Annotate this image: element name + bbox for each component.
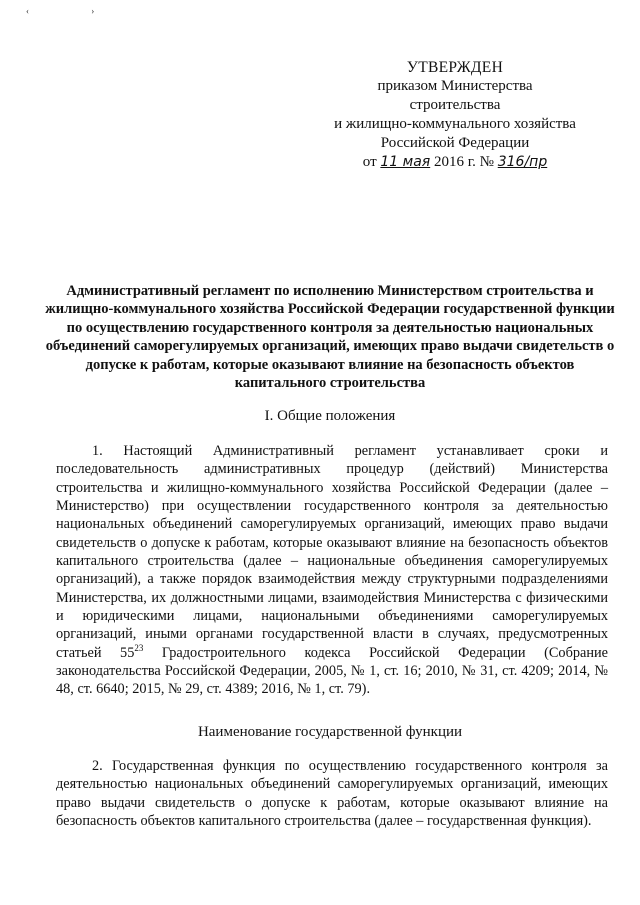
approval-line-construction: строительства [409, 97, 501, 113]
approval-date-line [300, 153, 610, 172]
document-title: Административный регламент по исполнению Министерством строительства и жилищно-коммунального хозяйства Российской Федерации государственной функции по осуществлению государственного контроля за деятельностью национальных объединений саморегулируемых организаций, имеющих право выдачи свидетельств о допуске к работам, которые оказывают влияние на безопасность объектов капитального строительства [45, 283, 615, 392]
approval-line-housing: и жилищно-коммунального хозяйства [334, 116, 576, 132]
section-heading-function-name: Наименование государственной функции [197, 724, 463, 740]
approval-line-ministry: приказом Министерства [377, 78, 533, 94]
date-year: 2016 г. № [433, 154, 494, 170]
paragraph-2: 2. Государственная функция по осуществлению государственного контроля за деятельностью национальных объединений саморегулируемых организаций, имеющих право выдачи свидетельств о допуске к работам, которые оказывают влияние на безопасность объектов капитального строительства (далее – государственная функция). [56, 758, 608, 830]
approval-line-federation: Российской Федерации [380, 135, 530, 151]
section-heading-general: I. Общие положения [264, 408, 396, 424]
paragraph-1-text-continued: Градостроительного кодекса Российской Федерации (Собрание законодательства Российской Федерации, 2005, № 1, ст. 16; 2010, № 31, ст. 4209; 2014, № 48, ст. 6640; 2015, № 29, ст. 4389; 2016, № 1, ст. 79). [56, 644, 608, 698]
approval-title: УТВЕРЖДЕН [406, 59, 504, 76]
handwritten-order-number: 316/пр [497, 154, 548, 170]
date-prefix: от [362, 154, 377, 170]
article-superscript: 23 [134, 643, 144, 654]
page-corner-marks: ‹ › [26, 6, 125, 16]
approval-stamp-block [300, 58, 610, 172]
handwritten-date: 11 мая [380, 154, 431, 170]
paragraph-1-text: 1. Настоящий Административный регламент устанавливает сроки и последовательность административных процедур (действий) Министерства строительства и жилищно-коммунального хозяйства Российской Федерации (далее – Министерство) при осуществлении государственного контроля за деятельностью национальных объединений саморегулируемых организаций, имеющих право выдачи свидетельств о допуске к работам, которые оказывают влияние на безопасность объектов капитального строительства (далее – национальные объединения саморегулируемых организаций), а также порядок взаимодействия между структурными подразделениями Министерства, их должностными лицами, взаимодействия Министерства с физическими и юридическими лицами, национальными объединениями саморегулируемых организаций, иными органами государственной власти в случаях, предусмотренных статьей 55 [56, 443, 608, 661]
paragraph-1 [56, 442, 608, 699]
